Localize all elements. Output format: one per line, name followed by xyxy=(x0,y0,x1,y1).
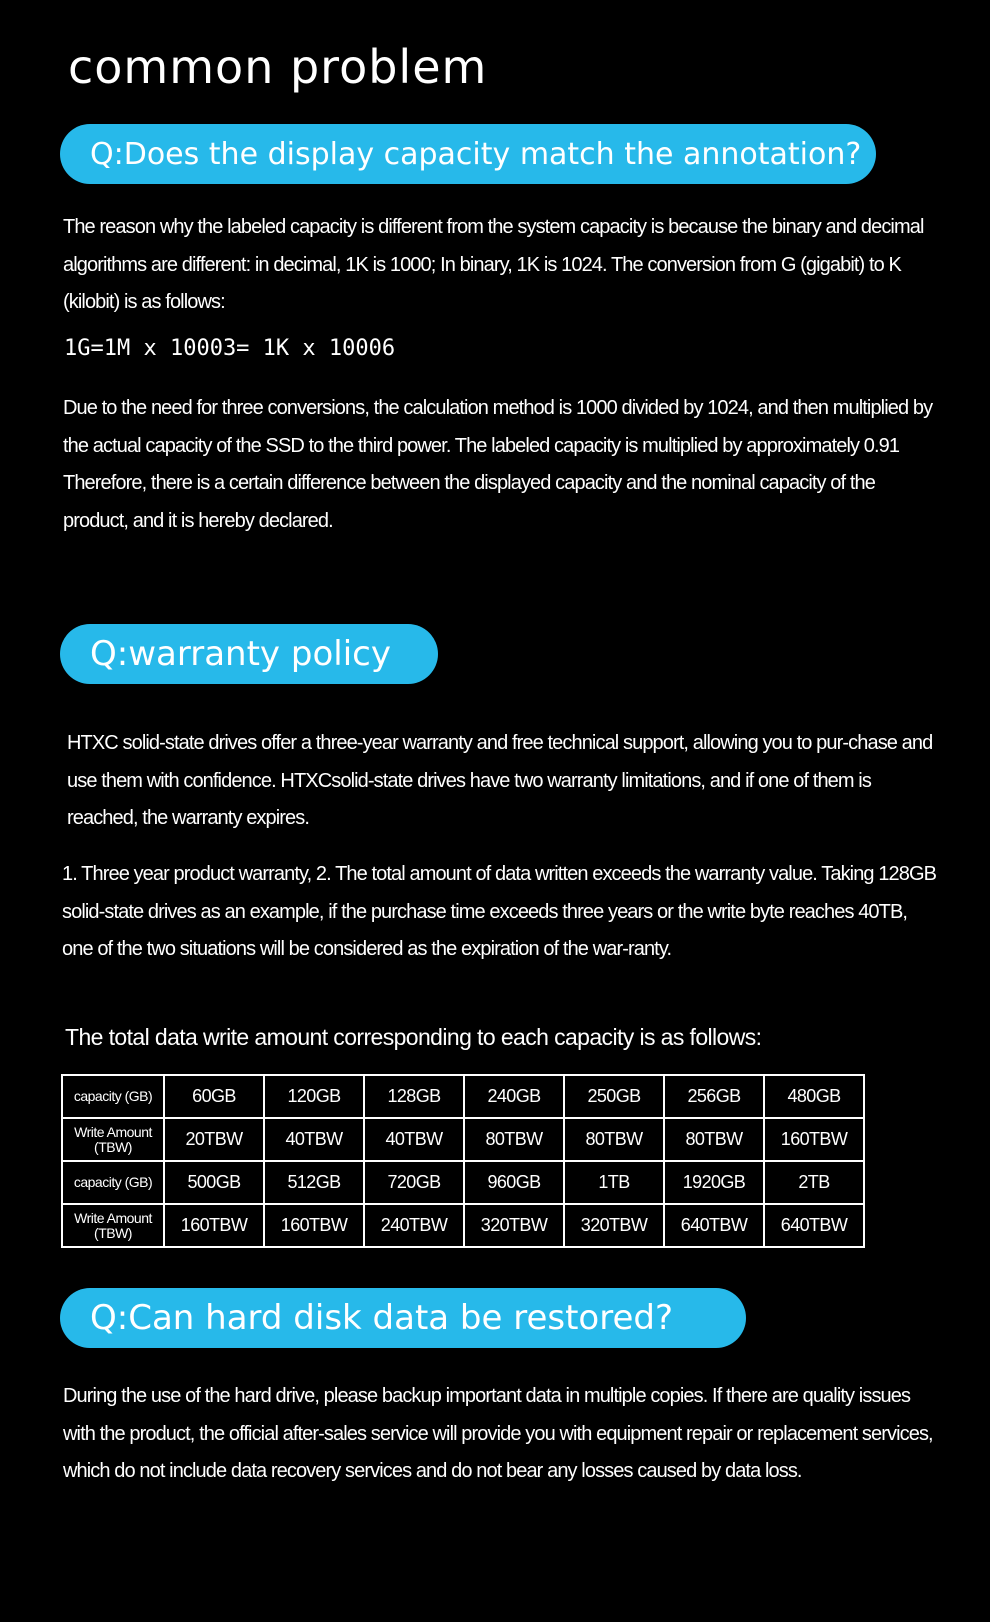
section-heading-warranty xyxy=(60,624,438,684)
section-heading-capacity xyxy=(60,124,876,184)
table-cell: 160TBW xyxy=(264,1204,364,1247)
table-row xyxy=(62,1204,864,1247)
table-cell: 160TBW xyxy=(164,1204,264,1247)
table-cell: 160TBW xyxy=(764,1118,864,1161)
capacity-calculation-block xyxy=(63,390,943,540)
table-row xyxy=(62,1161,864,1204)
table-cell: 80TBW xyxy=(464,1118,564,1161)
conversion-formula: 1G=1M x 10003= 1K x 10006 xyxy=(64,336,396,361)
table-caption: The total data write amount corresponding to each capacity is as follows: xyxy=(65,1024,762,1050)
table-cell: 720GB xyxy=(364,1161,464,1204)
table-cell: 40TBW xyxy=(264,1118,364,1161)
table-cell: 2TB xyxy=(764,1161,864,1204)
table-cell: 120GB xyxy=(264,1075,364,1118)
table-cell: 640TBW xyxy=(764,1204,864,1247)
table-row-header: Write Amount (TBW) xyxy=(62,1204,164,1247)
table-cell: 960GB xyxy=(464,1161,564,1204)
table-cell: 250GB xyxy=(564,1075,664,1118)
table-cell: 320TBW xyxy=(564,1204,664,1247)
table-row-header: Write Amount (TBW) xyxy=(62,1118,164,1161)
table-cell: 320TBW xyxy=(464,1204,564,1247)
section-heading-text: Q:Does the display capacity match the annotation? xyxy=(90,136,862,172)
write-amount-table xyxy=(61,1074,865,1248)
table-cell: 40TBW xyxy=(364,1118,464,1161)
table-cell: 512GB xyxy=(264,1161,364,1204)
warranty-conditions-text: 1. Three year product warranty, 2. The total amount of data written exceeds the warranty value. Taking 128GB solid-state drives as an example, if the purchase time exceeds three years or the write byte reaches 40TB, one of the two situations will be considered as the expiration of the war-ranty. xyxy=(62,863,937,960)
table-cell: 240GB xyxy=(464,1075,564,1118)
table-cell: 480GB xyxy=(764,1075,864,1118)
table-cell: 80TBW xyxy=(664,1118,764,1161)
table-row-header: capacity (GB) xyxy=(62,1075,164,1118)
capacity-explanation-text: The reason why the labeled capacity is different from the system capacity is because the binary and decimal algorithms are different: in decimal, 1K is 1000; In binary, 1K is 1024. The conversion from G (gigabit) to K (kilobit) is as follows: xyxy=(63,216,924,313)
table-cell: 256GB xyxy=(664,1075,764,1118)
table-row-header: capacity (GB) xyxy=(62,1161,164,1204)
table-cell: 640TBW xyxy=(664,1204,764,1247)
capacity-declaration-text: Therefore, there is a certain difference between the displayed capacity and the nominal capacity of the product, and it is hereby declared. xyxy=(63,472,875,532)
table-cell: 80TBW xyxy=(564,1118,664,1161)
warranty-intro-text: HTXC solid-state drives offer a three-year warranty and free technical support, allowing you to pur-chase and use them with confidence. HTXCsolid-state drives have two warranty limitations, and if one of them is reached, the warranty expires. xyxy=(67,732,933,829)
section-heading-text: Q:Can hard disk data be restored? xyxy=(90,1298,674,1338)
table-cell: 1TB xyxy=(564,1161,664,1204)
table-cell: 20TBW xyxy=(164,1118,264,1161)
table-cell: 60GB xyxy=(164,1075,264,1118)
table-row xyxy=(62,1118,864,1161)
table-cell: 500GB xyxy=(164,1161,264,1204)
table-cell: 1920GB xyxy=(664,1161,764,1204)
data-recovery-text: During the use of the hard drive, please backup important data in multiple copies. If there are quality issues with the product, the official after-sales service will provide you with equipment repair or replacement services, which do not include data recovery services and do not bear any losses caused by data loss. xyxy=(63,1385,933,1482)
page-title: common problem xyxy=(68,40,488,94)
section-heading-text: Q:warranty policy xyxy=(90,634,391,674)
table-cell: 240TBW xyxy=(364,1204,464,1247)
table-row xyxy=(62,1075,864,1118)
capacity-calculation-text: Due to the need for three conversions, the calculation method is 1000 divided by 1024, and then multiplied by the actual capacity of the SSD to the third power. The labeled capacity is multiplied by approximately 0.91 xyxy=(63,397,933,457)
table-cell: 128GB xyxy=(364,1075,464,1118)
section-heading-data-recovery xyxy=(60,1288,746,1348)
